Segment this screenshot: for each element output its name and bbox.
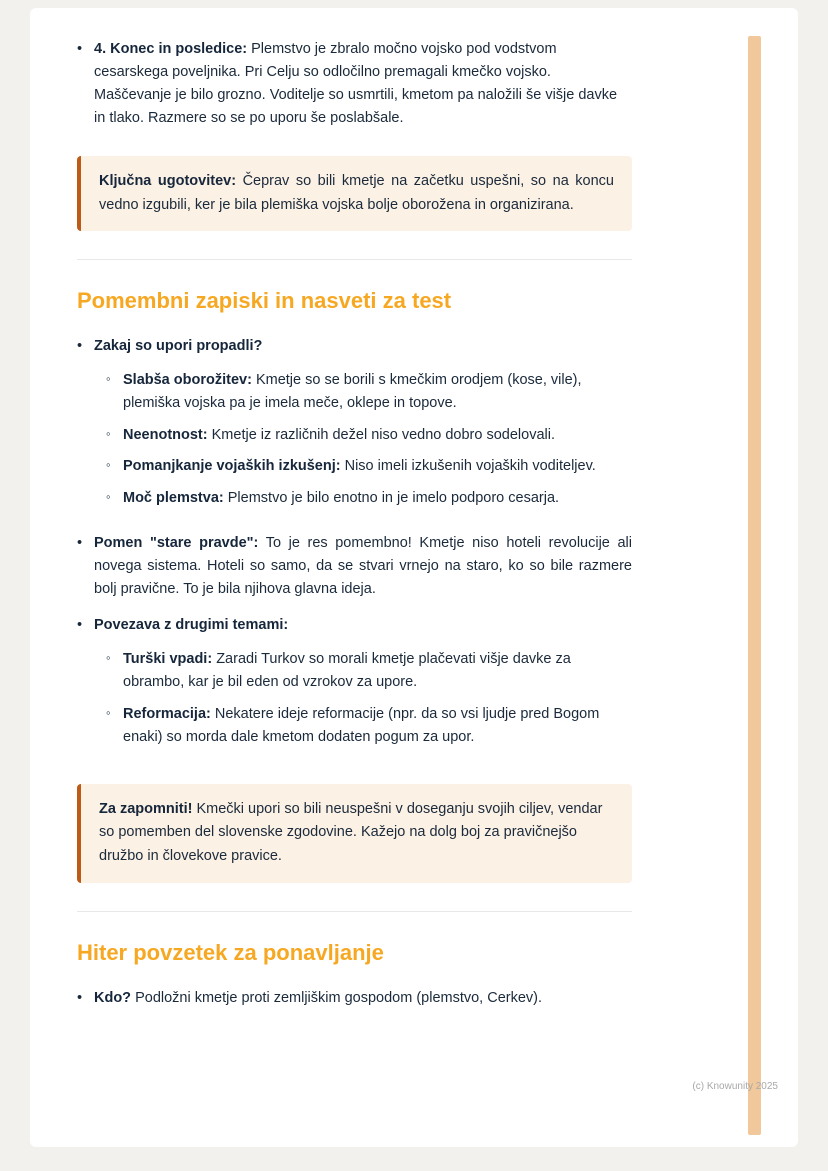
callout-key-finding: [77, 156, 632, 232]
callout-remember: [77, 784, 632, 884]
circle-bullet-icon: ◦: [106, 457, 111, 473]
item-label: Moč plemstva:: [123, 490, 224, 507]
sub-list: [106, 369, 632, 511]
list-item: [77, 614, 632, 758]
item-text: Kmetje iz različnih dežel niso vedno dobro sodelovali.: [211, 426, 555, 443]
item-paragraph: [94, 532, 632, 601]
sub-list-item: [106, 369, 632, 415]
document-page: [30, 8, 798, 1147]
document-content: [30, 8, 798, 1010]
callout-label: Za zapomniti!: [99, 800, 193, 817]
notes-list: [77, 335, 632, 758]
item-label: Pomanjkanje vojaških izkušenj:: [123, 458, 341, 475]
item-text: Zaradi Turkov so morali kmetje plačevati višje davke za obrambo, kar je bil eden od vzrokov za upore.: [123, 650, 571, 690]
callout-paragraph: [99, 798, 614, 870]
item-text: Plemstvo je bilo enotno in je imelo podporo cesarja.: [227, 490, 560, 507]
item-text: Nekatere ideje reformacije (npr. da so vsi ljudje pred Bogom enaki) so morda dale kmetom dodaten pogum za upor.: [123, 705, 600, 745]
list-item-body: [123, 369, 632, 415]
sub-list: [106, 648, 632, 749]
callout-text: Kmečki upori so bili neuspešni v doseganju svojih ciljev, vendar so pomemben del slovenske zgodovine. Kažejo na dolg boj za pravičnejšo družbo in človekove pravice.: [99, 800, 603, 865]
item-label: Pomen "stare pravde":: [94, 535, 259, 552]
sub-list-item: [106, 648, 632, 694]
item-label: Povezava z drugimi temami:: [94, 617, 289, 634]
circle-bullet-icon: ◦: [106, 489, 111, 505]
item-text: To je res pomembno! Kmetje niso hoteli revolucije ali novega sistema. Hoteli so samo, da se stvari vrnejo na staro, ko so bile razmere bolj pravične. To je bila njihova glavna ideja.: [94, 535, 632, 598]
list-item-body: [94, 614, 632, 758]
divider: [77, 259, 632, 260]
item-label: 4. Konec in posledice:: [94, 41, 248, 57]
item-paragraph: [94, 614, 632, 637]
item-text: Plemstvo je zbralo močno vojsko pod vodstvom cesarskega poveljnika. Pri Celju so odločilno premagali kmečko vojsko. Maščevanje je bilo grozno. Voditelje so usmrtili, kmetom pa naložili še višje davke in tlako. Razmere so se po uporu še poslabšale.: [94, 41, 618, 126]
list-item-body: [123, 648, 632, 694]
item-label: Turški vpadi:: [123, 650, 213, 667]
bullet-icon: •: [77, 41, 83, 57]
list-item: [77, 335, 632, 519]
callout-text: Čeprav so bili kmetje na začetku uspešni, so na koncu vedno izgubili, ker je bila plemiška vojska bolje oborožena in organizirana.: [99, 172, 614, 213]
section-title-notes: Pomembni zapiski in nasveti za test: [77, 288, 452, 314]
callout-paragraph: [99, 170, 614, 218]
item-text: Kmetje so se borili s kmečkim orodjem (kose, vile), plemiška vojska pa je imela meče, oklepe in topove.: [123, 371, 582, 411]
list-item-body: [123, 455, 632, 478]
conclusion-list: [77, 38, 632, 130]
circle-bullet-icon: ◦: [106, 370, 111, 386]
item-paragraph: [123, 703, 632, 749]
watermark: (c) Knowunity 2025: [692, 1081, 778, 1092]
bullet-icon: •: [77, 535, 83, 552]
circle-bullet-icon: ◦: [106, 704, 111, 720]
item-label: Slabša oborožitev:: [123, 371, 252, 388]
summary-list: [77, 987, 632, 1010]
list-item-body: [94, 532, 632, 601]
item-paragraph: [94, 38, 632, 130]
list-item: [77, 987, 632, 1010]
item-paragraph: [123, 424, 632, 447]
list-item-body: [94, 335, 632, 519]
sub-list-item: [106, 455, 632, 478]
item-paragraph: [123, 369, 632, 415]
item-text: Niso imeli izkušenih vojaških voditeljev.: [344, 458, 596, 475]
list-item-body: [123, 703, 632, 749]
sub-list-item: [106, 703, 632, 749]
list-item-body: [94, 987, 632, 1010]
item-label: Reformacija:: [123, 705, 211, 722]
sub-list-item: [106, 487, 632, 510]
item-paragraph: [123, 648, 632, 694]
divider: [77, 911, 632, 912]
bullet-icon: •: [77, 617, 83, 634]
bullet-icon: •: [77, 337, 83, 354]
circle-bullet-icon: ◦: [106, 425, 111, 441]
item-label: Kdo?: [94, 989, 132, 1006]
item-paragraph: [94, 987, 632, 1010]
item-paragraph: [123, 455, 632, 478]
item-paragraph: [94, 335, 632, 358]
list-item: [77, 38, 632, 130]
bullet-icon: •: [77, 989, 83, 1006]
callout-label: Ključna ugotovitev:: [99, 172, 237, 189]
item-label: Neenotnost:: [123, 426, 208, 443]
item-text: Podložni kmetje proti zemljiškim gospodom (plemstvo, Cerkev).: [135, 989, 543, 1006]
list-item-body: [123, 487, 632, 510]
list-item: [77, 532, 632, 601]
circle-bullet-icon: ◦: [106, 649, 111, 665]
list-item-body: [123, 424, 632, 447]
item-paragraph: [123, 487, 632, 510]
sub-list-item: [106, 424, 632, 447]
list-item-body: [94, 38, 632, 130]
section-title-summary: Hiter povzetek za ponavljanje: [77, 940, 384, 966]
item-label: Zakaj so upori propadli?: [94, 337, 263, 354]
